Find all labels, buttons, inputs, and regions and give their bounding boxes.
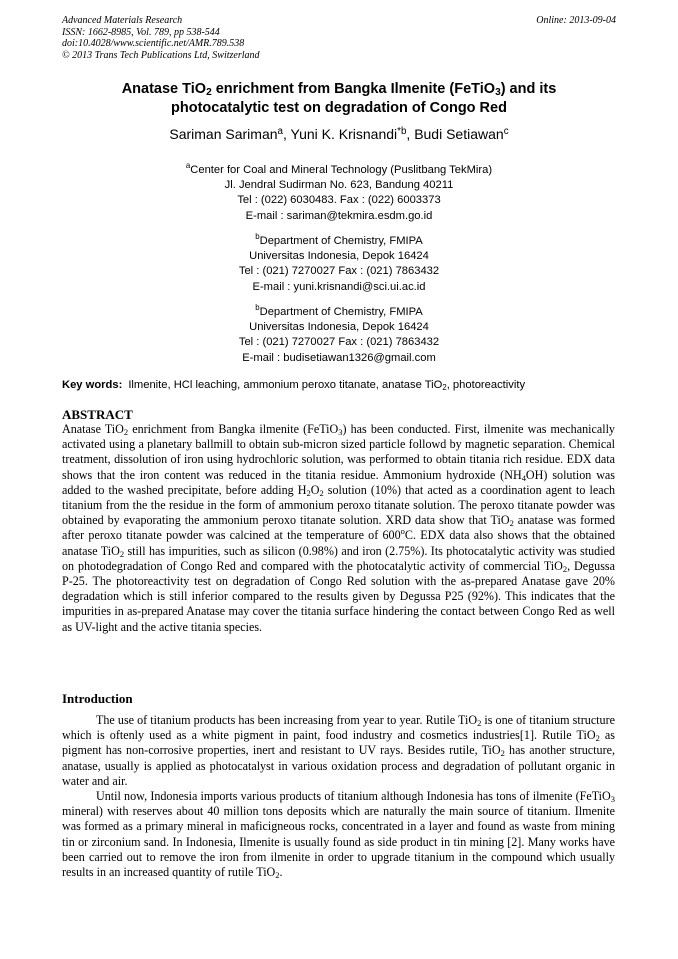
affiliation-c: $^b$Department of Chemistry, FMIPA Universitas Indonesia, Depok 16424 Tel : (021) 7270027 Fax : (021) 7863432 E-mail : budisetiawan1326@gmail.com bbox=[62, 305, 616, 366]
keywords: Key words: Ilmenite, HCl leaching, ammonium peroxo titanate, anatase TiO$_2$, photoreactivity bbox=[62, 379, 526, 392]
online-date: Online: 2013-09-04 bbox=[536, 15, 616, 26]
journal-name: Advanced Materials Research bbox=[62, 15, 183, 26]
intro-paragraph-1: The use of titanium products has been increasing from year to year. Rutile TiO$_2$ is one of titanium structure which is oftenly used as a white pigment in paint, food industry and cosmetics industries[1]. Rutile TiO$_2$ as pigment has non-corrosive properties, inert and resistant to UV rays. Besides rutile, TiO$_2$ has another structure, anatase, usually is applied as photocatalyst in various oxidation process and degradation of pollutant organic in water and air. bbox=[62, 713, 616, 788]
email-b: E-mail : yuni.krisnandi@sci.ui.ac.id bbox=[252, 280, 426, 293]
abstract-body: Anatase TiO$_2$ enrichment from Bangka ilmenite (FeTiO$_3$) has been conducted. First, ilmenite was mechanically activated using a planetary ballmill to obtain sub-micron sized particle followd by magnetic separation. Chemical treatment, dissolution of iron using hydrochloric solution, was performed to obtain titania rich residue. EDX data shows that the iron content was reduced in the titania residue. Ammonium hydroxide $(NH_4OH)$ solution was added to the washed precipitate, before adding $H_2O_2$ solution (10%) that acted as a coordination agent to leach titanium from the the residue in the form of ammonium peroxo titanate solution. The peroxo titanate powder was obtained by evaporating the ammonium peroxo titanate solution. XRD data show that TiO$_2$ anatase was formed after peroxo titanate powder was calcined at the temperature of 600$^o$C. EDX data also shows that the obtained anatase TiO$_2$ still has impurities, such as silicon (0.98%) and iron (2.75%). Its photocatalytic activity was studied on photodegradation of Congo Red and compared with the photocatalytic activity of commercial TiO$_2$, Degussa P-25. The photoreactivity test on degradation of Congo Red solution with the as-prepared Anatase gave 20% degradation which is still inferior compared to the results given by Degussa P25 (92%). This indicates that the impurities in as-prepared Anatase may cover the titania surface hindering the contact between Congo Red as well as UV-light and the active titania species. bbox=[62, 422, 615, 634]
email-a: E-mail : sariman@tekmira.esdm.go.id bbox=[245, 209, 433, 222]
introduction-heading: Introduction bbox=[62, 691, 133, 706]
copyright-line: © 2013 Trans Tech Publications Ltd, Switzerland bbox=[62, 49, 260, 61]
abstract-heading: ABSTRACT bbox=[62, 407, 133, 422]
title-line-1: Anatase TiO$_2$ enrichment from Bangka Ilmenite (FeTiO$_3$) and its bbox=[121, 81, 557, 98]
affiliation-b: $^b$Department of Chemistry, FMIPA Universitas Indonesia, Depok 16424 Tel : (021) 7270027 Fax : (021) 7863432 E-mail : yuni.krisnandi@sci.ui.ac.id bbox=[62, 234, 616, 295]
author-3: Budi Setiawan bbox=[414, 126, 504, 142]
journal-header bbox=[62, 15, 260, 61]
author-2: Yuni K. Krisnandi bbox=[290, 126, 398, 142]
author-list: Sariman Sariman$^a$, Yuni K. Krisnandi$^{*b}$, Budi Setiawan$^c$ bbox=[169, 126, 509, 142]
issn-line: ISSN: 1662-8985, Vol. 789, pp 538-544 bbox=[62, 26, 220, 38]
title-line-2: photocatalytic test on degradation of Congo Red bbox=[171, 100, 507, 116]
introduction-body bbox=[62, 713, 615, 880]
email-c: E-mail : budisetiawan1326@gmail.com bbox=[242, 351, 436, 364]
doi-line: doi:10.4028/www.scientific.net/AMR.789.538 bbox=[62, 38, 245, 49]
paper-title bbox=[62, 80, 616, 118]
affiliation-a: $^a$Center for Coal and Mineral Technology (Puslitbang TekMira) Jl. Jendral Sudirman No. 623, Bandung 40211 Tel : (022) 6030483. Fax : (022) 6003373 E-mail : sariman@tekmira.esdm.go.id bbox=[62, 163, 616, 224]
keywords-label: Key words: bbox=[62, 379, 123, 391]
author-1: Sariman Sariman bbox=[169, 126, 278, 142]
intro-paragraph-2: Until now, Indonesia imports various products of titanium although Indonesia has tons of ilmenite (FeTiO$_3$ mineral) with reserves about 40 million tons deposits which are naturally the main source of titanium. Ilmenite was formed as a primary mineral in maficigneous rocks, concentrated in a layer and found as waste from mining tin or zirconium sand. In Indonesia, Ilmenite is usually found as side product in tin mining [2]. Many works have been carried out to remove the iron from ilmenite in order to upgrade titanium in the compound which usually results in an increased quantity of rutile TiO$_2$. bbox=[62, 789, 615, 881]
